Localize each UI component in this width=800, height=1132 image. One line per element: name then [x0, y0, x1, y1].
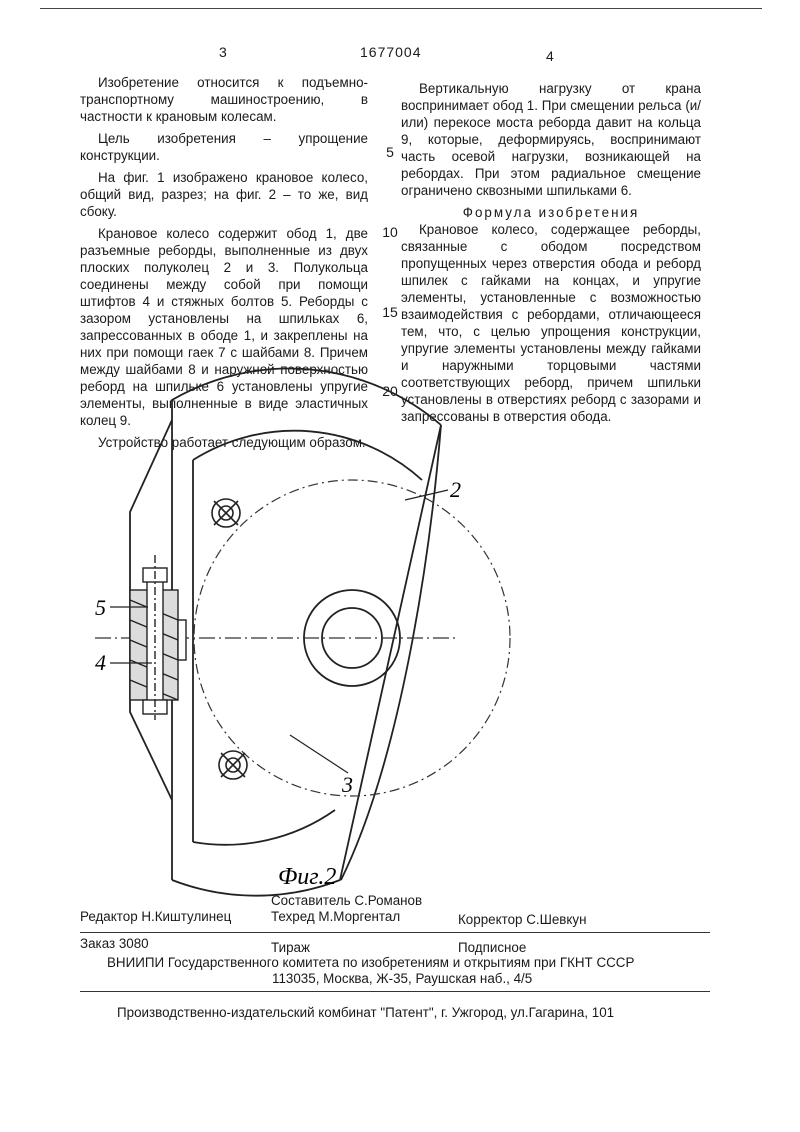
paragraph: Крановое колесо содержит обод 1, две разъемные реборды, выполненные из двух плоских полуколец 2 и 3. Полукольца соединены между собой при помощи штифтов 4 и стяжных болтов 5. Реборды с зазором установлены на шпильках 6, запрессованных в ободе 1, и закреплены на них при помощи гаек 7 с шайбами 8. Причем между шайбами 8 и наружной поверхностью реборд на шпильке 6 установлены упругие элементы, выполненные в виде эластичных колец 9. — [80, 226, 368, 428]
formula-heading: Формула изобретения — [462, 205, 640, 220]
callout-4: 4 — [95, 650, 106, 675]
figure-caption: Фиг.2 — [278, 864, 337, 890]
corrector: Корректор С.Шевкун — [458, 912, 587, 927]
line-number: 15 — [382, 304, 398, 320]
subscription: Подписное — [458, 940, 527, 955]
pitch-circle — [194, 480, 510, 796]
paragraph: Изобретение относится к подъемно-транспортному машиностроению, в частности к крановым колесам. — [80, 75, 368, 124]
composer: Составитель С.Романов — [271, 893, 423, 908]
circulation: Тираж — [271, 940, 310, 955]
callout-5: 5 — [95, 595, 106, 620]
printer: Производственно-издательский комбинат "Патент", г. Ужгород, ул.Гагарина, 101 — [117, 1005, 615, 1020]
address: 113035, Москва, Ж-35, Раушская наб., 4/5 — [272, 971, 533, 986]
footer-rule — [80, 991, 710, 992]
paragraph: Крановое колесо, содержащее реборды, связанные с ободом посредством пропущенных через отверстия обода и реборд шпилек с гайками на концах, и упругие элементы, установленные с возможностью взаимодействия с ребордами, отличающееся тем, что, с целью упрощения конструкции, упругие элементы установлены между гайками и наружными торцовыми частями соответствующих реборд, причем шпильки установлены в отверстиях реборд с зазорами и запрессованы в отверстия обода. — [401, 222, 701, 424]
page-number-right: 4 — [546, 48, 554, 64]
footer-rule — [80, 932, 710, 933]
paragraph: Устройство работает следующим образом. — [98, 435, 366, 450]
paragraph: Цель изобретения – упрощение конструкции. — [80, 131, 368, 163]
flange-outer-contour — [172, 369, 441, 896]
rim-section — [130, 555, 186, 720]
editor: Редактор Н.Киштулинец — [80, 909, 232, 924]
patent-number: 1677004 — [360, 44, 422, 60]
callout-3: 3 — [342, 772, 353, 797]
order: Заказ 3080 — [80, 936, 149, 951]
line-number: 10 — [382, 224, 398, 240]
institute: ВНИИПИ Государственного комитета по изобретениям и открытиям при ГКНТ СССР — [107, 955, 635, 970]
paragraph: Вертикальную нагрузку от крана воспринимает обод 1. При смещении рельса (и/или) перекосе моста реборда давит на кольца 9, которые, деформируясь, воспринимают часть осевой нагрузки, возникающей на ребордах. При этом радиальное смещение ограничено сквозными шпильками 6. — [401, 81, 701, 198]
line-number: 20 — [382, 383, 398, 399]
bolt-top — [212, 499, 240, 527]
leader-3 — [290, 735, 348, 773]
callout-2: 2 — [450, 477, 461, 502]
line-number: 5 — [386, 144, 394, 160]
techred: Техред М.Моргентал — [271, 909, 401, 924]
page-number-left: 3 — [219, 44, 227, 60]
paragraph: На фиг. 1 изображено крановое колесо, общий вид, разрез; на фиг. 2 – то же, вид сбоку. — [80, 170, 368, 219]
bolt-bottom — [219, 751, 247, 779]
